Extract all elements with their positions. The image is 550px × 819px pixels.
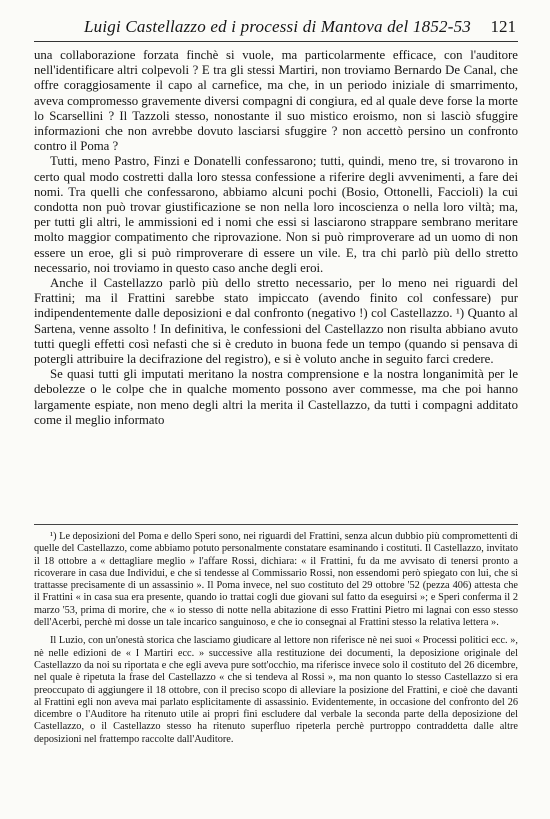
footnotes [34,531,518,752]
paragraph: Tutti, meno Pastro, Finzi e Donatelli confessarono; tutti, quindi, meno tre, si trovarono in certo qual modo costretti dalla loro stessa confessione a riferire degli avvenimenti, a fare dei nomi. Tra quelli che confessarono, abbiamo alcuni pochi (Bosio, Ottonelli, Faccioli) la cui condotta non può trovar giustificazione se non nella loro incoscienza o nella loro viltà; ma, per tutti gli altri, le ammissioni ed i nomi che essi si lasciarono strappare sembrano meritare molto maggior compatimento che riprovazione. Non si può rimproverare ad un uomo di non essere un eroe, gli si può rimproverare di essere un vile. E, tra chi parlò più dello stretto necessario, noi troviamo in questo caso anche degli eroi. [34,154,518,275]
running-title: Luigi Castellazzo ed i processi di Mantova del 1852-53 [84,17,471,36]
footnote: ¹) Le deposizioni del Poma e dello Speri sono, nei riguardi del Frattini, senza alcun dubbio più compromettenti di quelle del Castellazzo, come abbiamo potuto personalmente constatare esaminando i costituti. Il Castellazzo, invitato il 18 ottobre a « dettagliare meglio » l'affare Rossi, dichiara: « il Frattini, fu da me avvisato di tenersi pronto a ricoverare in casa due Individui, e che si tendesse al Commissario Rossi, non essendomi però spiegato con lui, che si trattasse precisamente di un assassinio ». Il Poma invece, nel suo costituto del 29 ottobre '52 (pezza 406) attesta che il Frattini « in casa sua era presente, quando io trattai cogli due giovani sul fatto da eseguirsi »; e Speri conferma il 2 marzo '53, prima di morire, che « io stesso di notte nella abitazione di esso Frattini Pietro mi lagnai con esso stesso dell'Acerbi, perchè mi dosse un tale incarico sanguinoso, e che io consegnai al Frattini stesso la relativa lettera ». [34,531,518,629]
paragraph: Anche il Castellazzo parlò più dello stretto necessario, per lo meno nei riguardi del Frattini; ma il Frattini sarebbe stato impiccato (avendo finito col confessare) pur indipendentemente dalle deposizioni e dal confronto (negativo !) col Castellazzo. ¹) Quanto al Sartena, venne assolto ! In definitiva, le confessioni del Castellazzo non risulta abbiano avuto tutti quegli effetti così nefasti che si è creduto in buona fede un tempo (quando si pensava di potergli attribuire la decifrazione del registro), e si è voluto anche in seguito farci credere. [34,276,518,367]
footnote-divider [34,524,518,525]
paragraph: una collaborazione forzata finchè si vuole, ma particolarmente efficace, con l'auditore nell'identificare altri colpevoli ? E tra gli stessi Martiri, non troviamo Bernardo De Canal, che offre coraggiosamente il capo al carnefice, ma che, in un periodo iniziale di smarrimento, aveva compromesso gravemente diversi compagni di congiura, ed al quale deve forse la morte lo Scarsellini ? Il Tazzoli stesso, nonostante il suo mistico eroismo, non si lasciò sfuggire informazioni che non avrebbe dovuto lasciarsi sfuggire ? non accettò persino un confronto contro il Poma ? [34,48,518,154]
page-header [34,17,518,42]
main-text [34,48,518,428]
footnote: Il Luzio, con un'onestà storica che lasciamo giudicare al lettore non riferisce nè nei suoi « Processi politici ecc. », nè nelle edizioni de « I Martiri ecc. » successive alla restituzione dei documenti, la deposizione originale del Castellazzo da noi su riportata e che egli aveva pure sott'occhio, ma riferisce invece solo il costituto del 26 dicembre, nel quale è ripetuta la frase del Castellazzo « che si tendeva al Rossi », ma non quanto lo stesso Castellazzo si era preoccupato di aggiungere il 18 ottobre, con il preciso scopo di alleviare la posizione del Frattini, e cioè che davanti al Frattini egli non aveva mai parlato esplicitamente di assassinio. Evidentemente, in occasione del confronto del 26 dicembre o l'Auditore ha ritenuto utile ai propri fini escludere dal verbale la seconda parte della deposizione del Castellazzo, o il Castellazzo stesso ha ritenuto superfluo ripeterla perchè purtroppo contraddetta dalle altre deposizioni nel frattempo raccolte dall'Auditore. [34,635,518,745]
paragraph: Se quasi tutti gli imputati meritano la nostra comprensione e la nostra longanimità per le debolezze o le colpe che in qualche momento possono aver commesse, ma che poi hanno largamente espiate, non meno degli altri la merita il Castellazzo, da tutti i compagni additato come il meglio informato [34,367,518,427]
page-number: 121 [490,17,516,36]
